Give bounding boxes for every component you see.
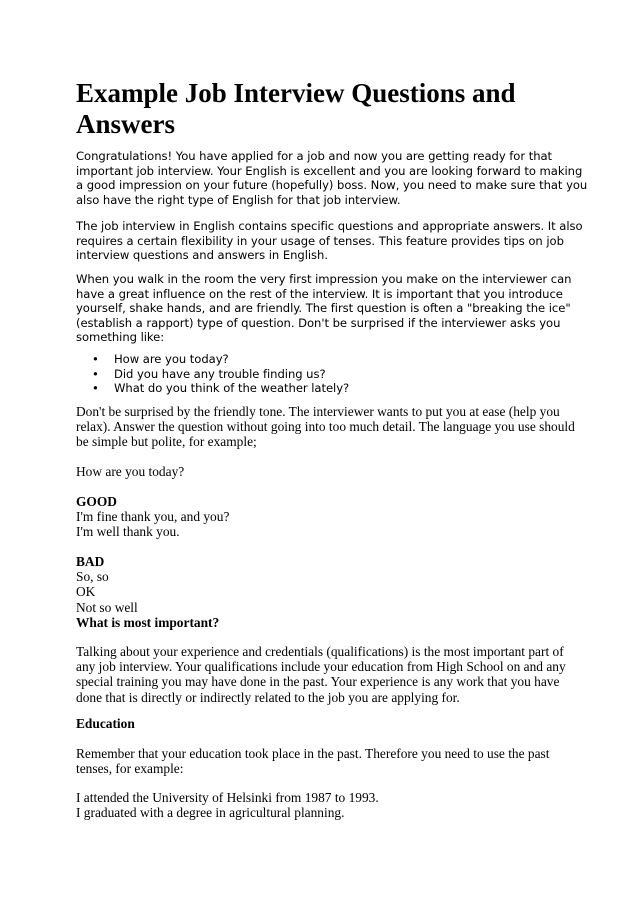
- question-example: How are you today?: [76, 464, 185, 479]
- most-important-heading: What is most important?: [76, 614, 220, 630]
- paragraph-line: The job interview in English contains specific questions and appropriate answers. It also: [76, 219, 583, 233]
- paragraph-line: yourself, shake hands, and are friendly. The first question is often a "breaking the ice": [76, 301, 571, 316]
- first-impression-paragraph: [76, 272, 572, 345]
- list-item-text: What do you think of the weather lately?: [114, 381, 350, 396]
- education-heading: Education: [76, 716, 135, 731]
- bullet-icon: •: [92, 381, 99, 396]
- paragraph-line: a good impression on your future (hopefully) boss. Now, you need to make sure that you: [76, 178, 588, 193]
- bullet-icon: •: [92, 352, 99, 366]
- paragraph-line: tenses, for example:: [76, 761, 184, 777]
- paragraph-line: have a great influence on the rest of the interview. It is important that you introduce: [76, 286, 563, 301]
- paragraph-line: relax). Answer the question without going into too much detail. The language you use should: [76, 419, 575, 435]
- paragraph-line: Remember that your education took place in the past. Therefore you need to use the past: [76, 746, 550, 761]
- bad-heading: BAD: [76, 554, 105, 569]
- paragraph-line: (establish a rapport) type of question. Don't be surprised if the interviewer asks you: [76, 315, 561, 330]
- example-line: I attended the University of Helsinki from 1987 to 1993.: [76, 790, 379, 805]
- paragraph-line: When you walk in the room the very first impression you make on the interviewer can: [76, 272, 572, 286]
- list-item: [76, 381, 566, 396]
- list-item: [76, 367, 566, 382]
- education-heading-block: [76, 716, 566, 731]
- list-item-text: Did you have any trouble finding us?: [114, 366, 326, 381]
- paragraph-line: interview questions and answers in English.: [76, 248, 328, 263]
- answer-line: I'm well thank you.: [76, 524, 180, 540]
- experience-paragraph: [76, 644, 566, 705]
- paragraph-line: any job interview. Your qualifications include your education from High School on and any: [76, 659, 566, 675]
- page-title: [76, 78, 566, 140]
- bullet-icon: •: [92, 366, 99, 381]
- friendly-tone-paragraph: [76, 404, 575, 450]
- paragraph-line: requires a certain flexibility in your usage of tenses. This feature provides tips on job: [76, 233, 564, 248]
- example-line: I graduated with a degree in agricultural planning.: [76, 805, 345, 821]
- paragraph-line: also have the right type of English for that job interview.: [76, 192, 401, 207]
- bad-answers: [76, 554, 566, 630]
- education-examples: [76, 790, 566, 820]
- paragraph-line: Don't be surprised by the friendly tone. The interviewer wants to put you at ease (help you: [76, 404, 560, 419]
- answer-line: So, so: [76, 569, 109, 585]
- past-tense-paragraph: [76, 746, 566, 776]
- title-line-2: Answers: [76, 109, 175, 139]
- intro-paragraph: [76, 149, 588, 207]
- good-answers: [76, 494, 566, 540]
- paragraph-line: Talking about your experience and credentials (qualifications) is the most important part of: [76, 644, 564, 659]
- title-line-1: Example Job Interview Questions and: [76, 78, 516, 108]
- answer-line: I'm fine thank you, and you?: [76, 509, 230, 525]
- paragraph-line: important job interview. Your English is excellent and you are looking forward to making: [76, 163, 583, 178]
- paragraph-line: something like:: [76, 330, 165, 345]
- list-item-text: How are you today?: [114, 352, 229, 366]
- paragraph-line: special training you may have done in the past. Your experience is any work that you have: [76, 674, 560, 690]
- paragraph-line: be simple but polite, for example;: [76, 434, 257, 450]
- answer-line: Not so well: [76, 599, 138, 615]
- list-item: [76, 352, 566, 367]
- paragraph-line: Congratulations! You have applied for a job and now you are getting ready for that: [76, 149, 553, 163]
- good-heading: GOOD: [76, 494, 117, 509]
- paragraph-line: done that is directly or indirectly related to the job you are applying for.: [76, 689, 460, 705]
- ice-breaker-list: [76, 352, 566, 396]
- tenses-paragraph: [76, 219, 583, 263]
- answer-line: OK: [76, 584, 96, 600]
